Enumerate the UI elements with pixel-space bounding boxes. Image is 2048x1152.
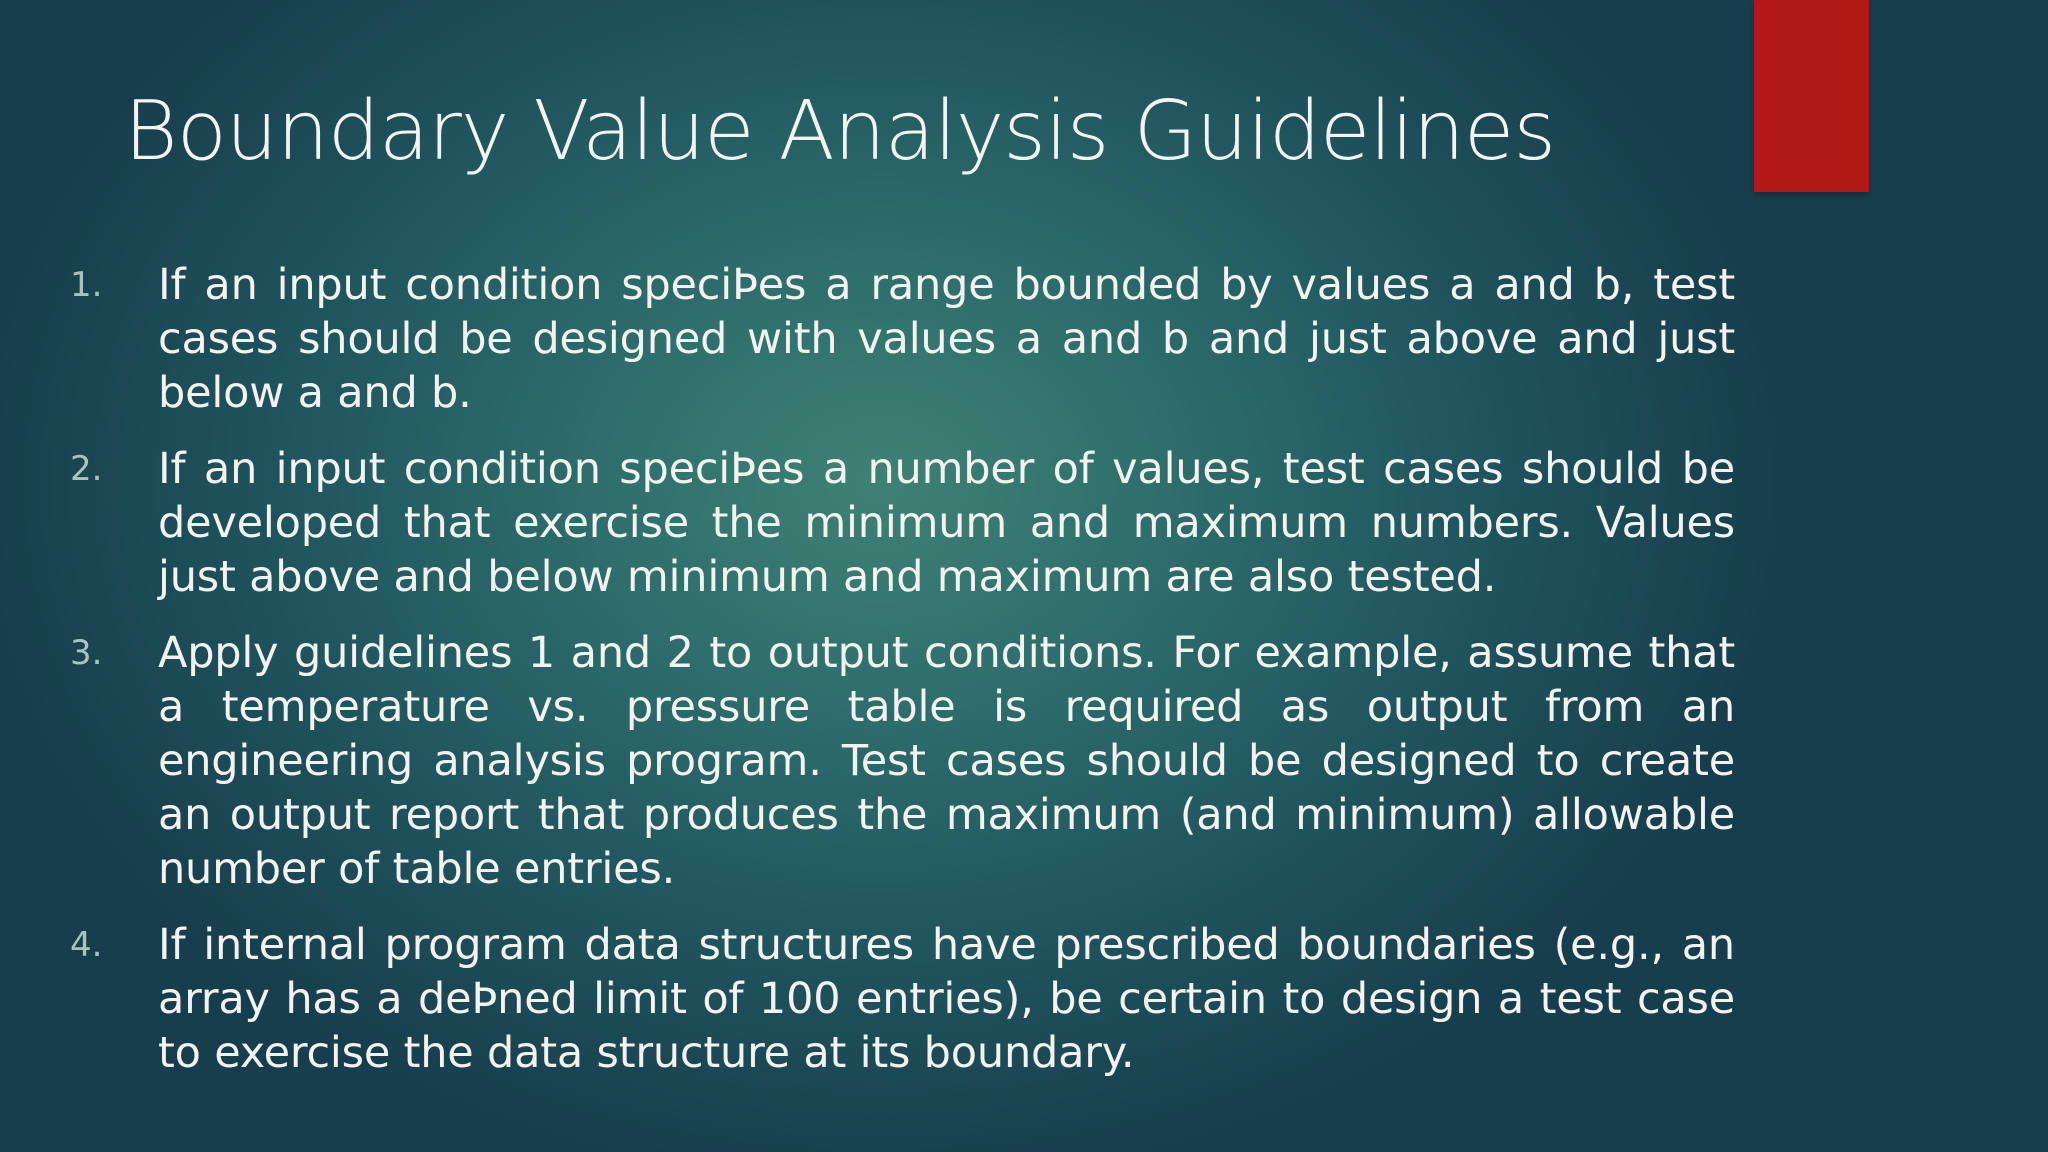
list-item-number: 3. [70,633,103,673]
guidelines-list [70,258,1735,1102]
list-item-text: Apply guidelines 1 and 2 to output conditions. For example, assume that a temperature vs. pressure table is required as output from an engineering analysis program. Test cases should be designed to create an output report that produces the maximum (and minimum) allowable number of table entries. [158,628,1735,894]
list-item [70,442,1735,604]
slide-title: Boundary Value Analysis Guidelines [124,84,1556,179]
list-item-text: If an input condition speciÞes a range bounded by values a and b, test cases should be designed with values a and b and just above and just below a and b. [158,260,1735,418]
list-item-number: 1. [70,265,103,305]
list-item [70,258,1735,420]
accent-bar [1754,0,1869,192]
list-item-text: If internal program data structures have prescribed boundaries (e.g., an array has a deÞned limit of 100 entries), be certain to design a test case to exercise the data structure at its boundary. [158,920,1735,1078]
list-item-number: 2. [70,449,103,489]
list-item [70,626,1735,896]
list-item-number: 4. [70,925,103,965]
list-item-text: If an input condition speciÞes a number of values, test cases should be developed that exercise the minimum and maximum numbers. Values just above and below minimum and maximum are also tested. [158,444,1735,602]
list-item [70,918,1735,1080]
